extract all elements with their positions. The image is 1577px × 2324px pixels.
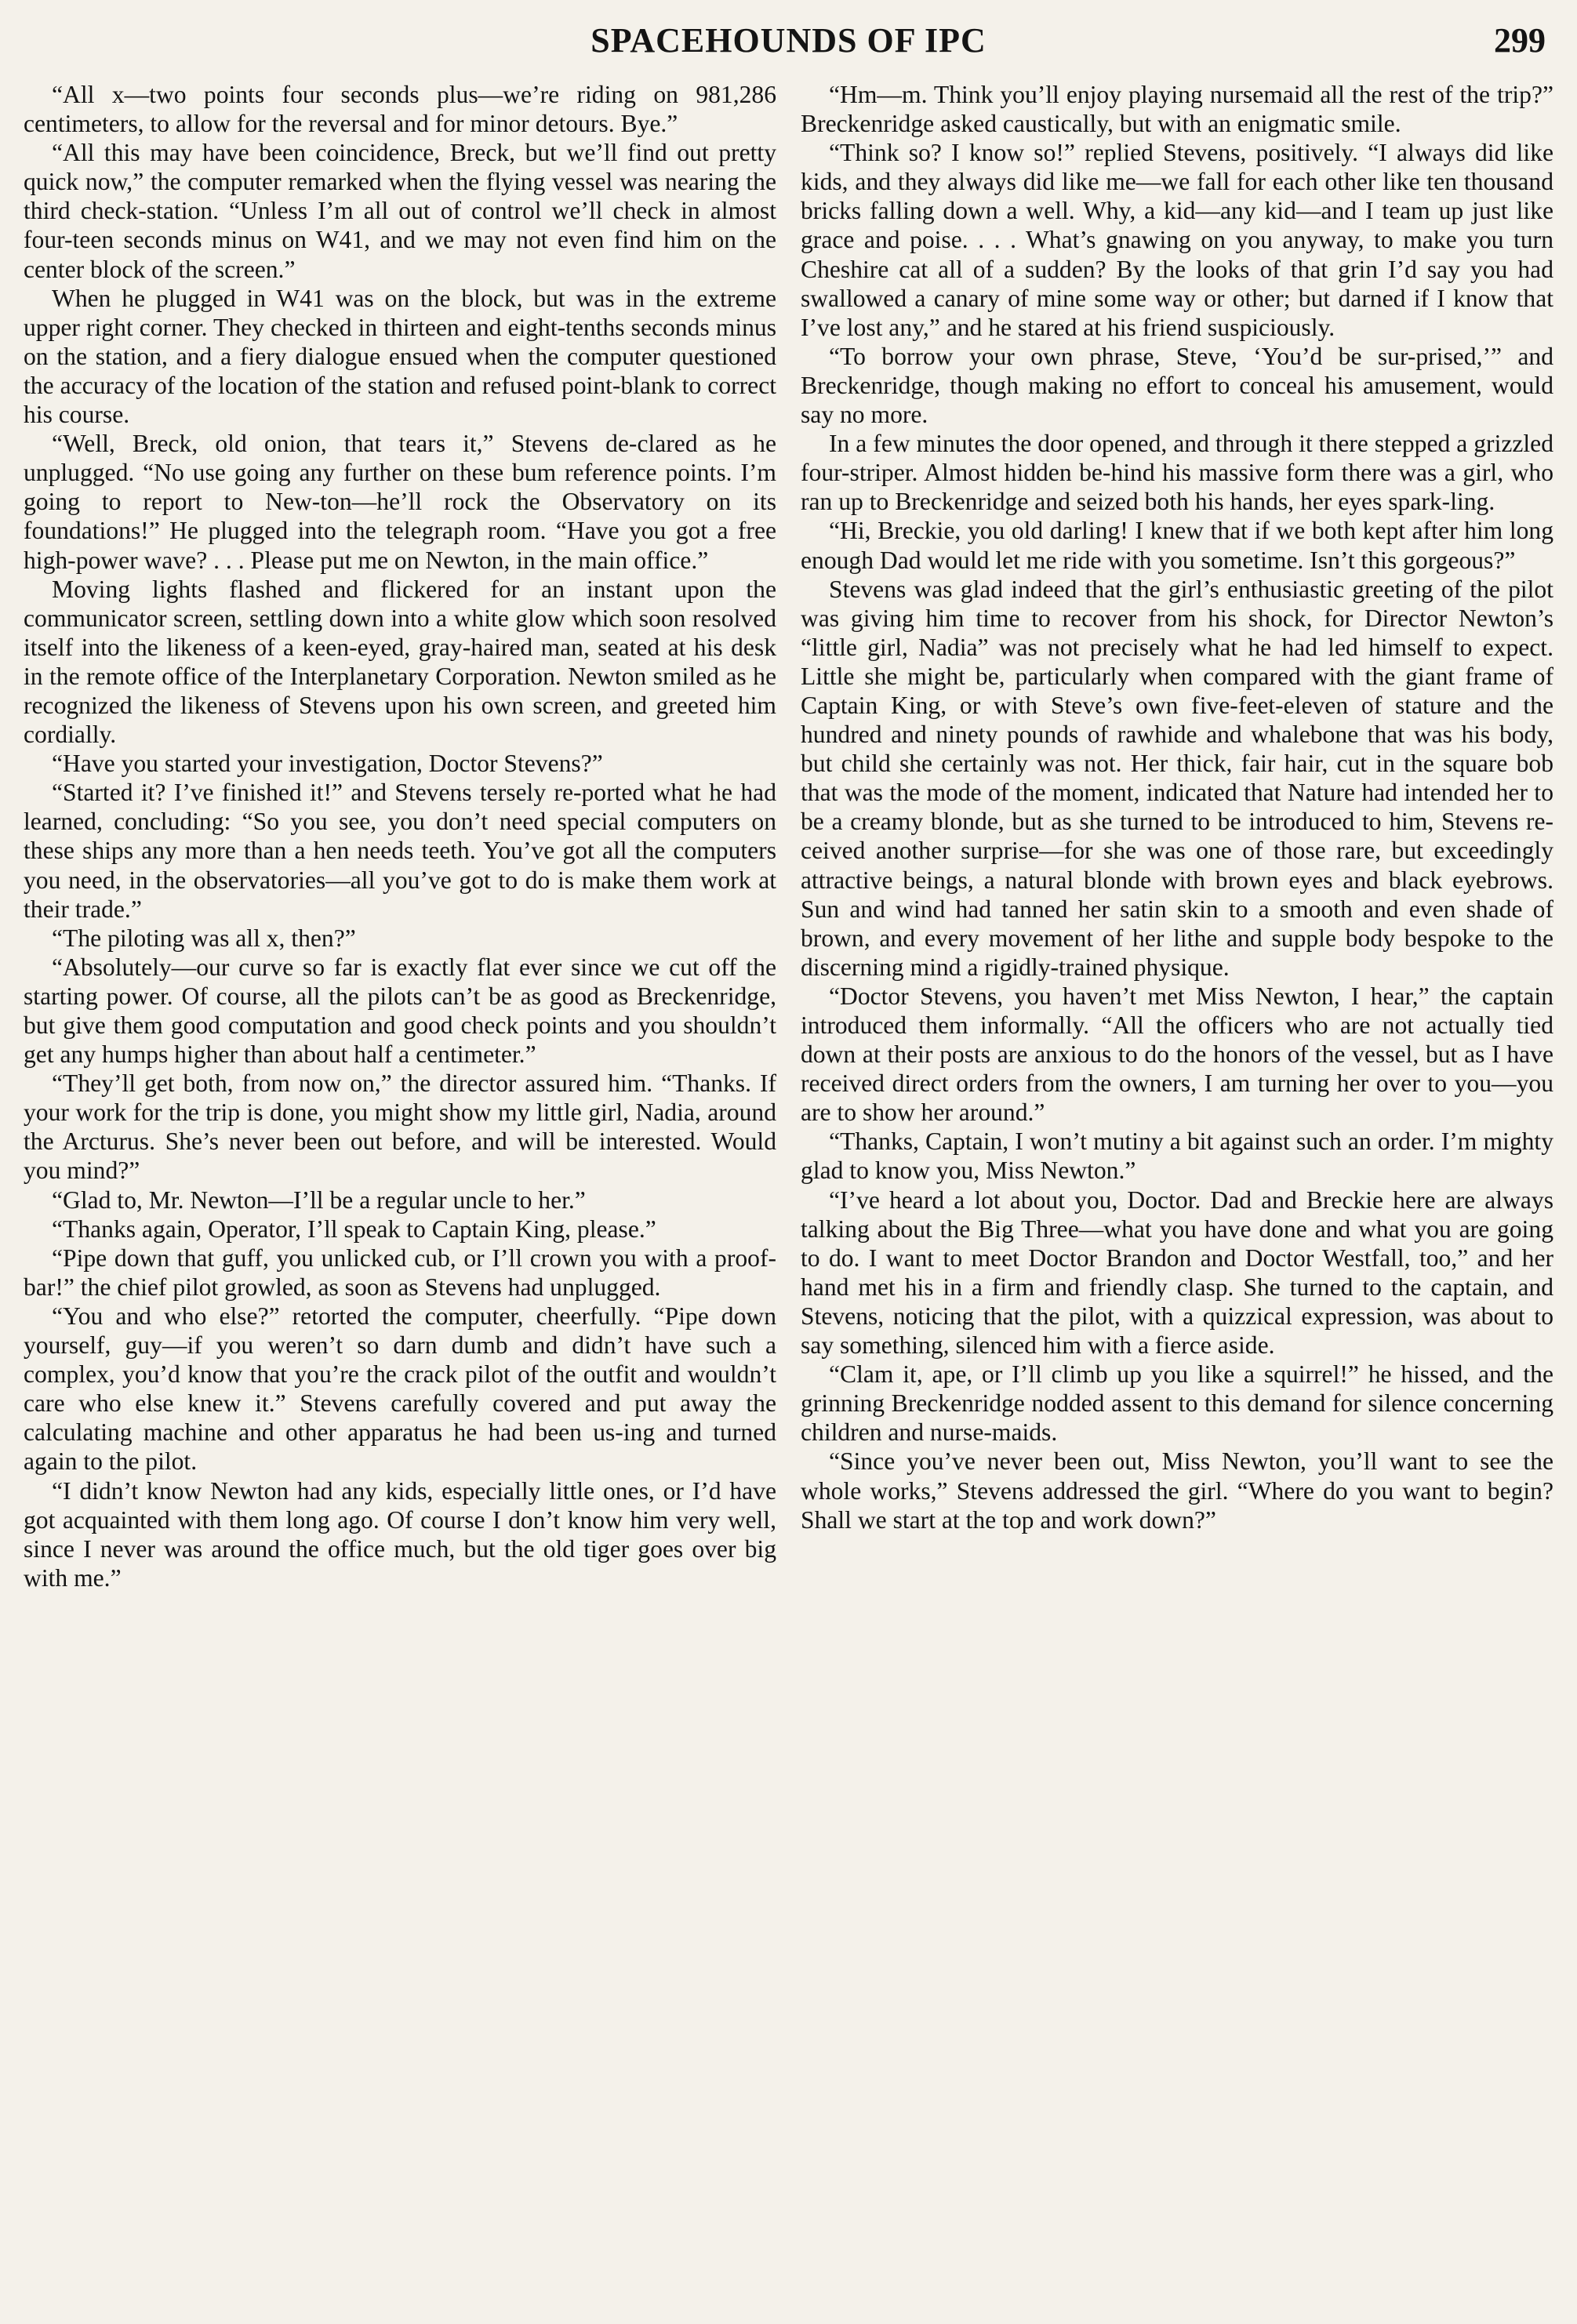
paragraph: “Doctor Stevens, you haven’t met Miss Newton, I hear,” the captain introduced them informally. “All the officers who are not actually tied down at their posts are anxious to do the honors of the vessel, but as I have received direct orders from the owners, I am turning her over to you—you are to show her around.” (801, 982, 1553, 1127)
page-number: 299 (1494, 21, 1546, 60)
paragraph: “Thanks, Captain, I won’t mutiny a bit against such an order. I’m mighty glad to know you, Miss Newton.” (801, 1128, 1553, 1185)
paragraph: “All x—two points four seconds plus—we’re riding on 981,286 centimeters, to allow for the reversal and for minor detours. Bye.” (24, 81, 776, 138)
paragraph: “Thanks again, Operator, I’ll speak to Captain King, please.” (52, 1215, 656, 1243)
paragraph: “Hi, Breckie, you old darling! I knew that if we both kept after him long enough Dad would let me ride with you sometime. Isn’t this gorgeous?” (801, 517, 1553, 574)
paragraph: “Well, Breck, old onion, that tears it,” Stevens de-clared as he unplugged. “No use going any further on these bum reference points. I’m going to report to New-ton—he’ll rock the Observatory on its foundations!” He plugged into the telegraph room. “Have you got a free high-power wave? . . . Please put me on Newton, in the main office.” (24, 430, 776, 574)
paragraph: “Since you’ve never been out, Miss Newton, you’ll want to see the whole works,” Stevens addressed the girl. “Where do you want to begin? Shall we start at the top and work down?” (801, 1447, 1553, 1534)
paragraph: “Hm—m. Think you’ll enjoy playing nursemaid all the rest of the trip?” Breckenridge asked caustically, but with an enigmatic smile. (801, 81, 1553, 138)
paragraph: “Pipe down that guff, you unlicked cub, or I’ll crown you with a proof-bar!” the chief pilot growled, as soon as Stevens had unplugged. (24, 1244, 776, 1301)
right-column (801, 80, 1553, 1592)
paragraph: “To borrow your own phrase, Steve, ‘You’d be sur-prised,’” and Breckenridge, though making no effort to conceal his amusement, would say no more. (801, 342, 1553, 429)
text-columns (24, 80, 1553, 1592)
paragraph: When he plugged in W41 was on the block, but was in the extreme upper right corner. They checked in thirteen and eight-tenths seconds minus on the station, and a fiery dialogue ensued when the computer questioned the accuracy of the location of the station and refused point-blank to correct his course. (24, 284, 776, 429)
paragraph: “They’ll get both, from now on,” the director assured him. “Thanks. If your work for the trip is done, you might show my little girl, Nadia, around the Arcturus. She’s never been out before, and will be interested. Would you mind?” (24, 1069, 776, 1185)
paragraph: Stevens was glad indeed that the girl’s enthusiastic greeting of the pilot was giving him time to recover from his shock, for Director Newton’s “little girl, Nadia” was not precisely what he had led himself to expect. Little she might be, particularly when compared with the giant frame of Captain King, or with Steve’s own five-feet-eleven of stature and the hundred and ninety pounds of rawhide and whalebone that was his body, but child she certainly was not. Her thick, fair hair, cut in the square bob that was the mode of the moment, indicated that Nature had intended her to be a creamy blonde, but as she turned to be introduced to him, Stevens re-ceived another surprise—for she was one of those rare, but exceedingly attractive beings, a natural blonde with brown eyes and black eyebrows. Sun and wind had tanned her satin skin to a smooth and even shade of brown, and every movement of her lithe and supple body bespoke to the discerning mind a rigidly-trained physique. (801, 575, 1553, 981)
paragraph: “Clam it, ape, or I’ll climb up you like a squirrel!” he hissed, and the grinning Breckenridge nodded assent to this demand for silence concerning children and nurse-maids. (801, 1360, 1553, 1447)
paragraph: “Started it? I’ve finished it!” and Stevens tersely re-ported what he had learned, concluding: “So you see, you don’t need special computers on these ships any more than a hen needs teeth. You’ve got all the computers you need, in the observatories—all you’ve got to do is make them work at their trade.” (24, 779, 776, 923)
paragraph: “I didn’t know Newton had any kids, especially little ones, or I’d have got acquainted with them long ago. Of course I don’t know him very well, since I never was around the office much, but the old tiger goes over big with me.” (24, 1476, 776, 1592)
paragraph: “Have you started your investigation, Doctor Stevens?” (52, 750, 603, 778)
paragraph: In a few minutes the door opened, and through it there stepped a grizzled four-striper. Almost hidden be-hind his massive form there was a girl, who ran up to Breckenridge and seized both his hands, her eyes spark-ling. (801, 430, 1553, 516)
paragraph: “All this may have been coincidence, Breck, but we’ll find out pretty quick now,” the computer remarked when the flying vessel was nearing the third check-station. “Unless I’m all out of control we’ll check in almost four-teen seconds minus on W41, and we may not even find him on the center block of the screen.” (24, 139, 776, 283)
paragraph: “You and who else?” retorted the computer, cheerfully. “Pipe down yourself, guy—if you weren’t so darn dumb and didn’t have such a complex, you’d know that you’re the crack pilot of the outfit and wouldn’t care who else knew it.” Stevens carefully covered and put away the calculating machine and other apparatus he had been us-ing and turned again to the pilot. (24, 1302, 776, 1476)
running-title: SPACEHOUNDS OF IPC (590, 21, 987, 60)
paragraph: “Think so? I know so!” replied Stevens, positively. “I always did like kids, and they always did like me—we fall for each other like ten thousand bricks falling down a well. Why, a kid—any kid—and I team up just like grace and poise. . . . What’s gnawing on you anyway, to make you turn Cheshire cat all of a sudden? By the looks of that grin I’d say you had swallowed a canary of mine some way or other; but darned if I know that I’ve lost any,” and he stared at his friend suspiciously. (801, 139, 1553, 341)
running-header (24, 14, 1553, 80)
paragraph: “Absolutely—our curve so far is exactly flat ever since we cut off the starting power. Of course, all the pilots can’t be as good as Breckenridge, but give them good computation and good check points and you shouldn’t get any humps higher than about half a centimeter.” (24, 953, 776, 1069)
paragraph: “The piloting was all x, then?” (52, 924, 356, 952)
paragraph: Moving lights flashed and flickered for an instant upon the communicator screen, settling down into a white glow which soon resolved itself into the likeness of a keen-eyed, gray-haired man, seated at his desk in the remote office of the Interplanetary Corporation. Newton smiled as he recognized the likeness of Stevens upon his own screen, and greeted him cordially. (24, 575, 776, 749)
paragraph: “I’ve heard a lot about you, Doctor. Dad and Breckie here are always talking about the Big Three—what you have done and what you are going to do. I want to meet Doctor Brandon and Doctor Westfall, too,” and her hand met his in a firm and friendly clasp. She turned to the captain, and Stevens, noticing that the pilot, with a quizzical expression, was about to say something, silenced him with a fierce aside. (801, 1186, 1553, 1360)
paragraph: “Glad to, Mr. Newton—I’ll be a regular uncle to her.” (52, 1186, 586, 1214)
left-column (24, 80, 776, 1592)
